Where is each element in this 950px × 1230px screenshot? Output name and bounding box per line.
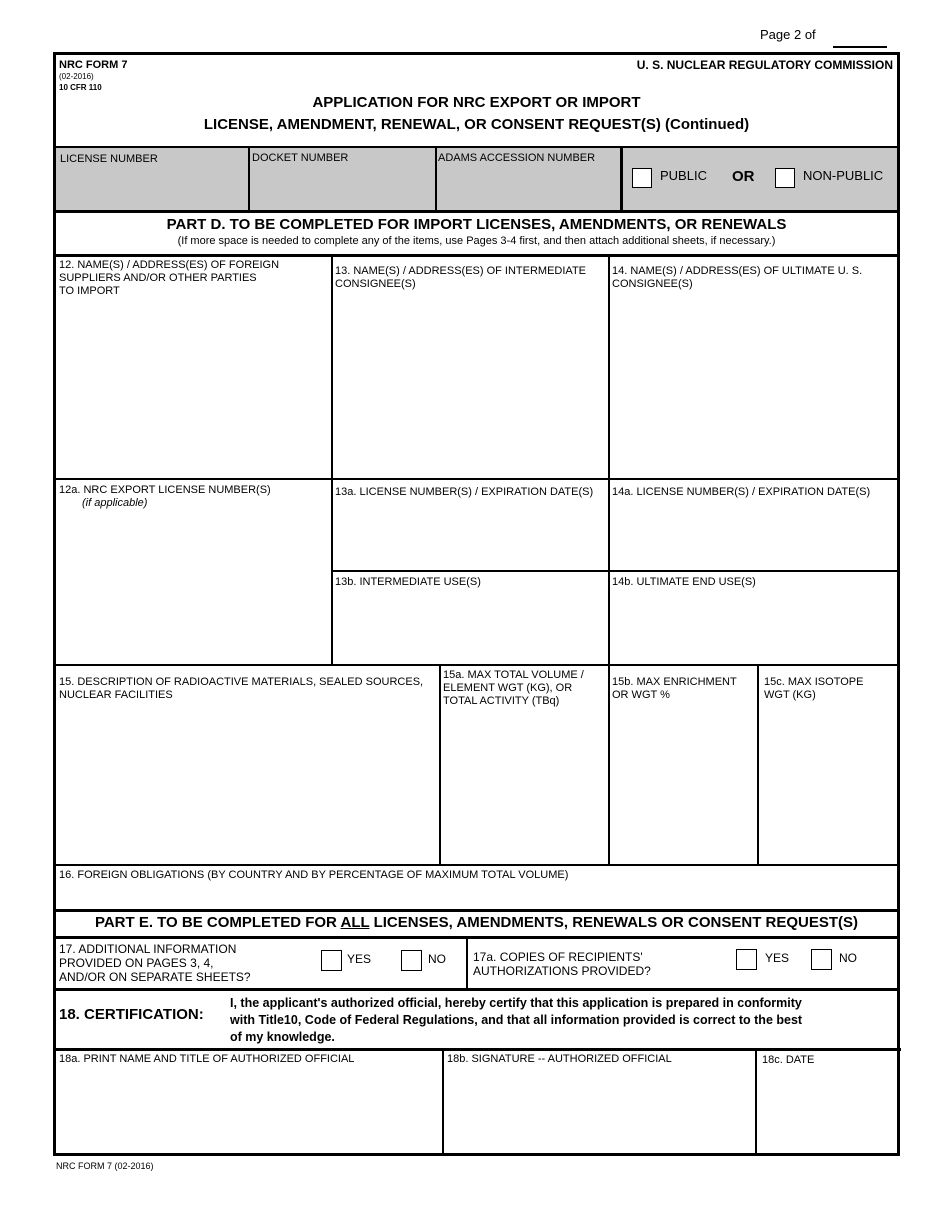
field-17a-yes-checkbox[interactable]	[736, 949, 757, 970]
field-15-input[interactable]	[58, 705, 437, 862]
field-16-input[interactable]	[58, 884, 895, 908]
page-total-field[interactable]	[833, 46, 887, 48]
cfr-reference: 10 CFR 110	[59, 83, 102, 92]
agency-name: U. S. NUCLEAR REGULATORY COMMISSION	[636, 58, 893, 72]
field-13a-input[interactable]	[335, 502, 606, 568]
field-14b-input[interactable]	[612, 592, 895, 662]
field-17-no-checkbox[interactable]	[401, 950, 422, 971]
certification-text: I, the applicant's authorized official, hereby certify that this application is prepared in conformity with Title10, Code of Federal Regulations, and that all information provided is correct to the best of my knowledge.	[230, 996, 803, 1044]
docket-number-label: DOCKET NUMBER	[252, 152, 349, 164]
field-14-input[interactable]	[612, 295, 895, 476]
field-18b-signature[interactable]	[446, 1068, 753, 1152]
field-18c-label: 18c. DATE	[762, 1054, 815, 1066]
non-public-label: NON-PUBLIC	[803, 168, 884, 183]
field-15c-label: 15c. MAX ISOTOPE WGT (KG)	[764, 676, 864, 701]
field-17a-yes-label: YES	[765, 951, 790, 965]
field-15b-input[interactable]	[612, 705, 755, 862]
footer-form-ref: NRC FORM 7 (02-2016)	[56, 1161, 154, 1171]
field-18b-label: 18b. SIGNATURE -- AUTHORIZED OFFICIAL	[447, 1053, 672, 1065]
field-13-input[interactable]	[335, 295, 606, 476]
field-16-label: 16. FOREIGN OBLIGATIONS (BY COUNTRY AND BY PERCENTAGE OF MAXIMUM TOTAL VOLUME)	[59, 869, 569, 881]
field-15c-input[interactable]	[761, 705, 895, 862]
field-12a-input[interactable]	[58, 512, 329, 662]
field-13-label: 13. NAME(S) / ADDRESS(ES) OF INTERMEDIATE CONSIGNEE(S)	[335, 265, 586, 290]
field-12-input[interactable]	[58, 300, 329, 476]
field-14-label: 14. NAME(S) / ADDRESS(ES) OF ULTIMATE U. S. CONSIGNEE(S)	[612, 265, 863, 290]
part-d-title: PART D. TO BE COMPLETED FOR IMPORT LICENSES, AMENDMENTS, OR RENEWALS	[166, 216, 787, 233]
field-17-label: 17. ADDITIONAL INFORMATION PROVIDED ON PAGES 3, 4, AND/OR ON SEPARATE SHEETS?	[59, 942, 251, 984]
adams-number-field[interactable]	[438, 167, 618, 209]
page-counter-label: Page 2 of	[760, 27, 816, 42]
field-18c-input[interactable]	[759, 1069, 895, 1152]
form-date: (02-2016)	[59, 72, 94, 81]
form-title-line2: LICENSE, AMENDMENT, RENEWAL, OR CONSENT REQUEST(S) (Continued)	[203, 116, 750, 133]
field-13b-input[interactable]	[335, 592, 606, 662]
part-e-title: PART E. TO BE COMPLETED FOR ALL LICENSES, AMENDMENTS, RENEWALS OR CONSENT REQUEST(S)	[94, 914, 859, 931]
form-title-line1: APPLICATION FOR NRC EXPORT OR IMPORT	[312, 94, 641, 111]
field-15a-input[interactable]	[443, 712, 606, 862]
license-number-field[interactable]	[60, 167, 246, 209]
field-15a-label: 15a. MAX TOTAL VOLUME / ELEMENT WGT (KG), OR TOTAL ACTIVITY (TBq)	[443, 669, 584, 707]
field-17-yes-label: YES	[347, 952, 372, 966]
field-17a-no-checkbox[interactable]	[811, 949, 832, 970]
or-label: OR	[732, 168, 755, 185]
field-14b-label: 14b. ULTIMATE END USE(S)	[612, 576, 756, 588]
field-17a-no-label: NO	[839, 951, 857, 965]
field-13a-label: 13a. LICENSE NUMBER(S) / EXPIRATION DATE(S)	[335, 486, 594, 498]
field-14a-label: 14a. LICENSE NUMBER(S) / EXPIRATION DATE(S)	[612, 486, 871, 498]
docket-number-field[interactable]	[251, 165, 433, 209]
field-18a-input[interactable]	[58, 1068, 440, 1152]
license-number-label: LICENSE NUMBER	[60, 153, 158, 165]
form-id: NRC FORM 7	[59, 59, 128, 71]
field-17-yes-checkbox[interactable]	[321, 950, 342, 971]
field-12a-note: (if applicable)	[82, 497, 148, 509]
non-public-checkbox[interactable]	[775, 168, 795, 188]
field-15-label: 15. DESCRIPTION OF RADIOACTIVE MATERIALS, SEALED SOURCES, NUCLEAR FACILITIES	[59, 676, 424, 701]
field-18a-label: 18a. PRINT NAME AND TITLE OF AUTHORIZED OFFICIAL	[59, 1053, 355, 1065]
field-13b-label: 13b. INTERMEDIATE USE(S)	[335, 576, 481, 588]
field-14a-input[interactable]	[612, 502, 895, 568]
public-label: PUBLIC	[660, 168, 707, 183]
public-checkbox[interactable]	[632, 168, 652, 188]
field-17-no-label: NO	[428, 952, 446, 966]
adams-number-label: ADAMS ACCESSION NUMBER	[438, 152, 596, 164]
part-d-subtitle: (If more space is needed to complete any of the items, use Pages 3-4 first, and then attach additional sheets, if necessary.)	[177, 235, 776, 247]
field-15b-label: 15b. MAX ENRICHMENT OR WGT %	[612, 676, 737, 701]
field-12-label: 12. NAME(S) / ADDRESS(ES) OF FOREIGN SUPPLIERS AND/OR OTHER PARTIES TO IMPORT	[59, 259, 280, 297]
field-17a-label: 17a. COPIES OF RECIPIENTS' AUTHORIZATIONS PROVIDED?	[473, 950, 651, 978]
field-12a-label: 12a. NRC EXPORT LICENSE NUMBER(S)	[59, 484, 271, 496]
certification-label: 18. CERTIFICATION:	[59, 1006, 204, 1023]
